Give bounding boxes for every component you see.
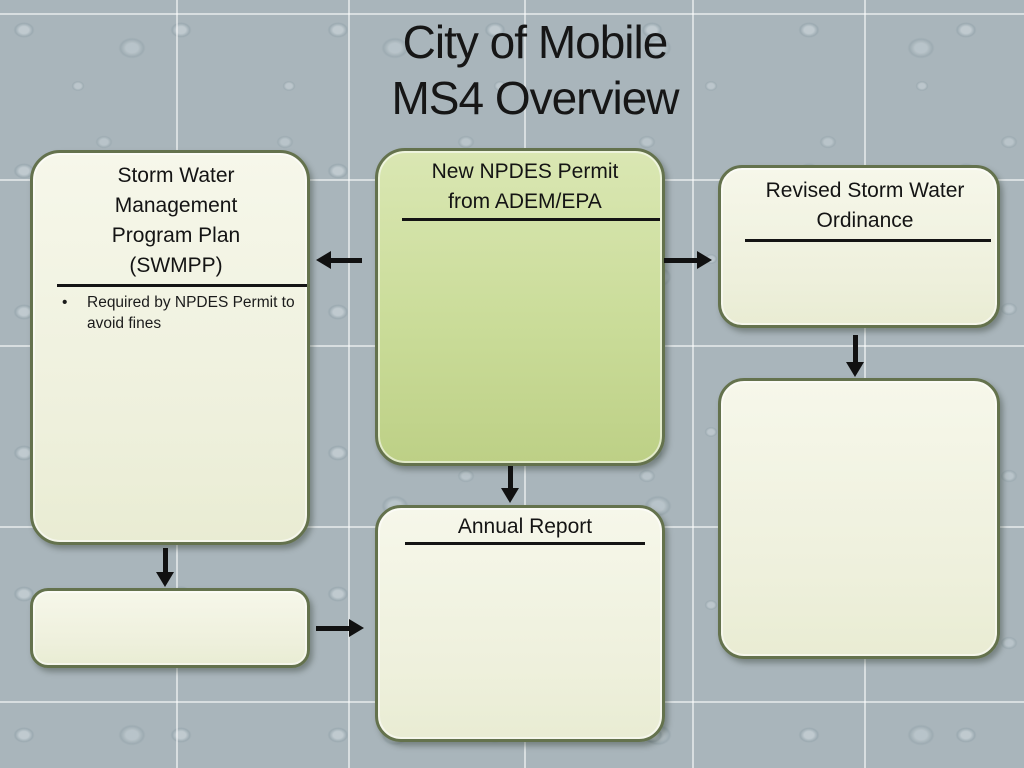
title-line: MS4 Overview: [391, 72, 679, 124]
npdes-permit-box: [375, 148, 665, 466]
bullet-item: • Required by NPDES Permit to avoid fines: [57, 292, 295, 334]
arrow-right-implementation-to-annual-report-icon: [316, 619, 364, 637]
arrow-left-npdes-to-swmpp-icon: [316, 251, 362, 269]
title-line: Ordinance: [816, 209, 914, 232]
ordinance-box: [718, 165, 1000, 328]
arrow-down-ordinance-to-departments-icon: [846, 335, 864, 377]
title-line: City of Mobile: [402, 16, 668, 68]
arrow-right-npdes-to-ordinance-icon: [664, 251, 712, 269]
title-line: from ADEM/EPA: [448, 190, 602, 213]
title-underline: [402, 218, 660, 221]
title-underline: [405, 542, 645, 545]
title-line: Annual Report: [457, 515, 593, 538]
annual-report-box: [375, 505, 665, 742]
title-underline: [57, 284, 307, 287]
swmpp-bullet-list: [57, 292, 295, 334]
arrow-down-npdes-to-annual-report-icon: [501, 466, 519, 503]
title-line: Program Plan: [111, 224, 241, 247]
title-line: Management: [114, 194, 238, 217]
ordinance-box-title: [758, 176, 973, 236]
title-line: (SWMPP): [129, 254, 223, 277]
slide-title: [300, 14, 770, 126]
swmpp-box-title: [74, 161, 279, 281]
annual-report-box-title: [402, 512, 648, 542]
arrow-down-swmpp-to-implementation-icon: [156, 548, 174, 587]
title-underline: [745, 239, 991, 242]
implementation-box: [30, 588, 310, 668]
title-line: Revised Storm Water: [765, 179, 965, 202]
title-line: New NPDES Permit: [431, 160, 619, 183]
title-line: Storm Water: [117, 164, 235, 187]
npdes-box-title: [428, 157, 623, 217]
swmpp-box: [30, 150, 310, 545]
departments-box: [718, 378, 1000, 659]
